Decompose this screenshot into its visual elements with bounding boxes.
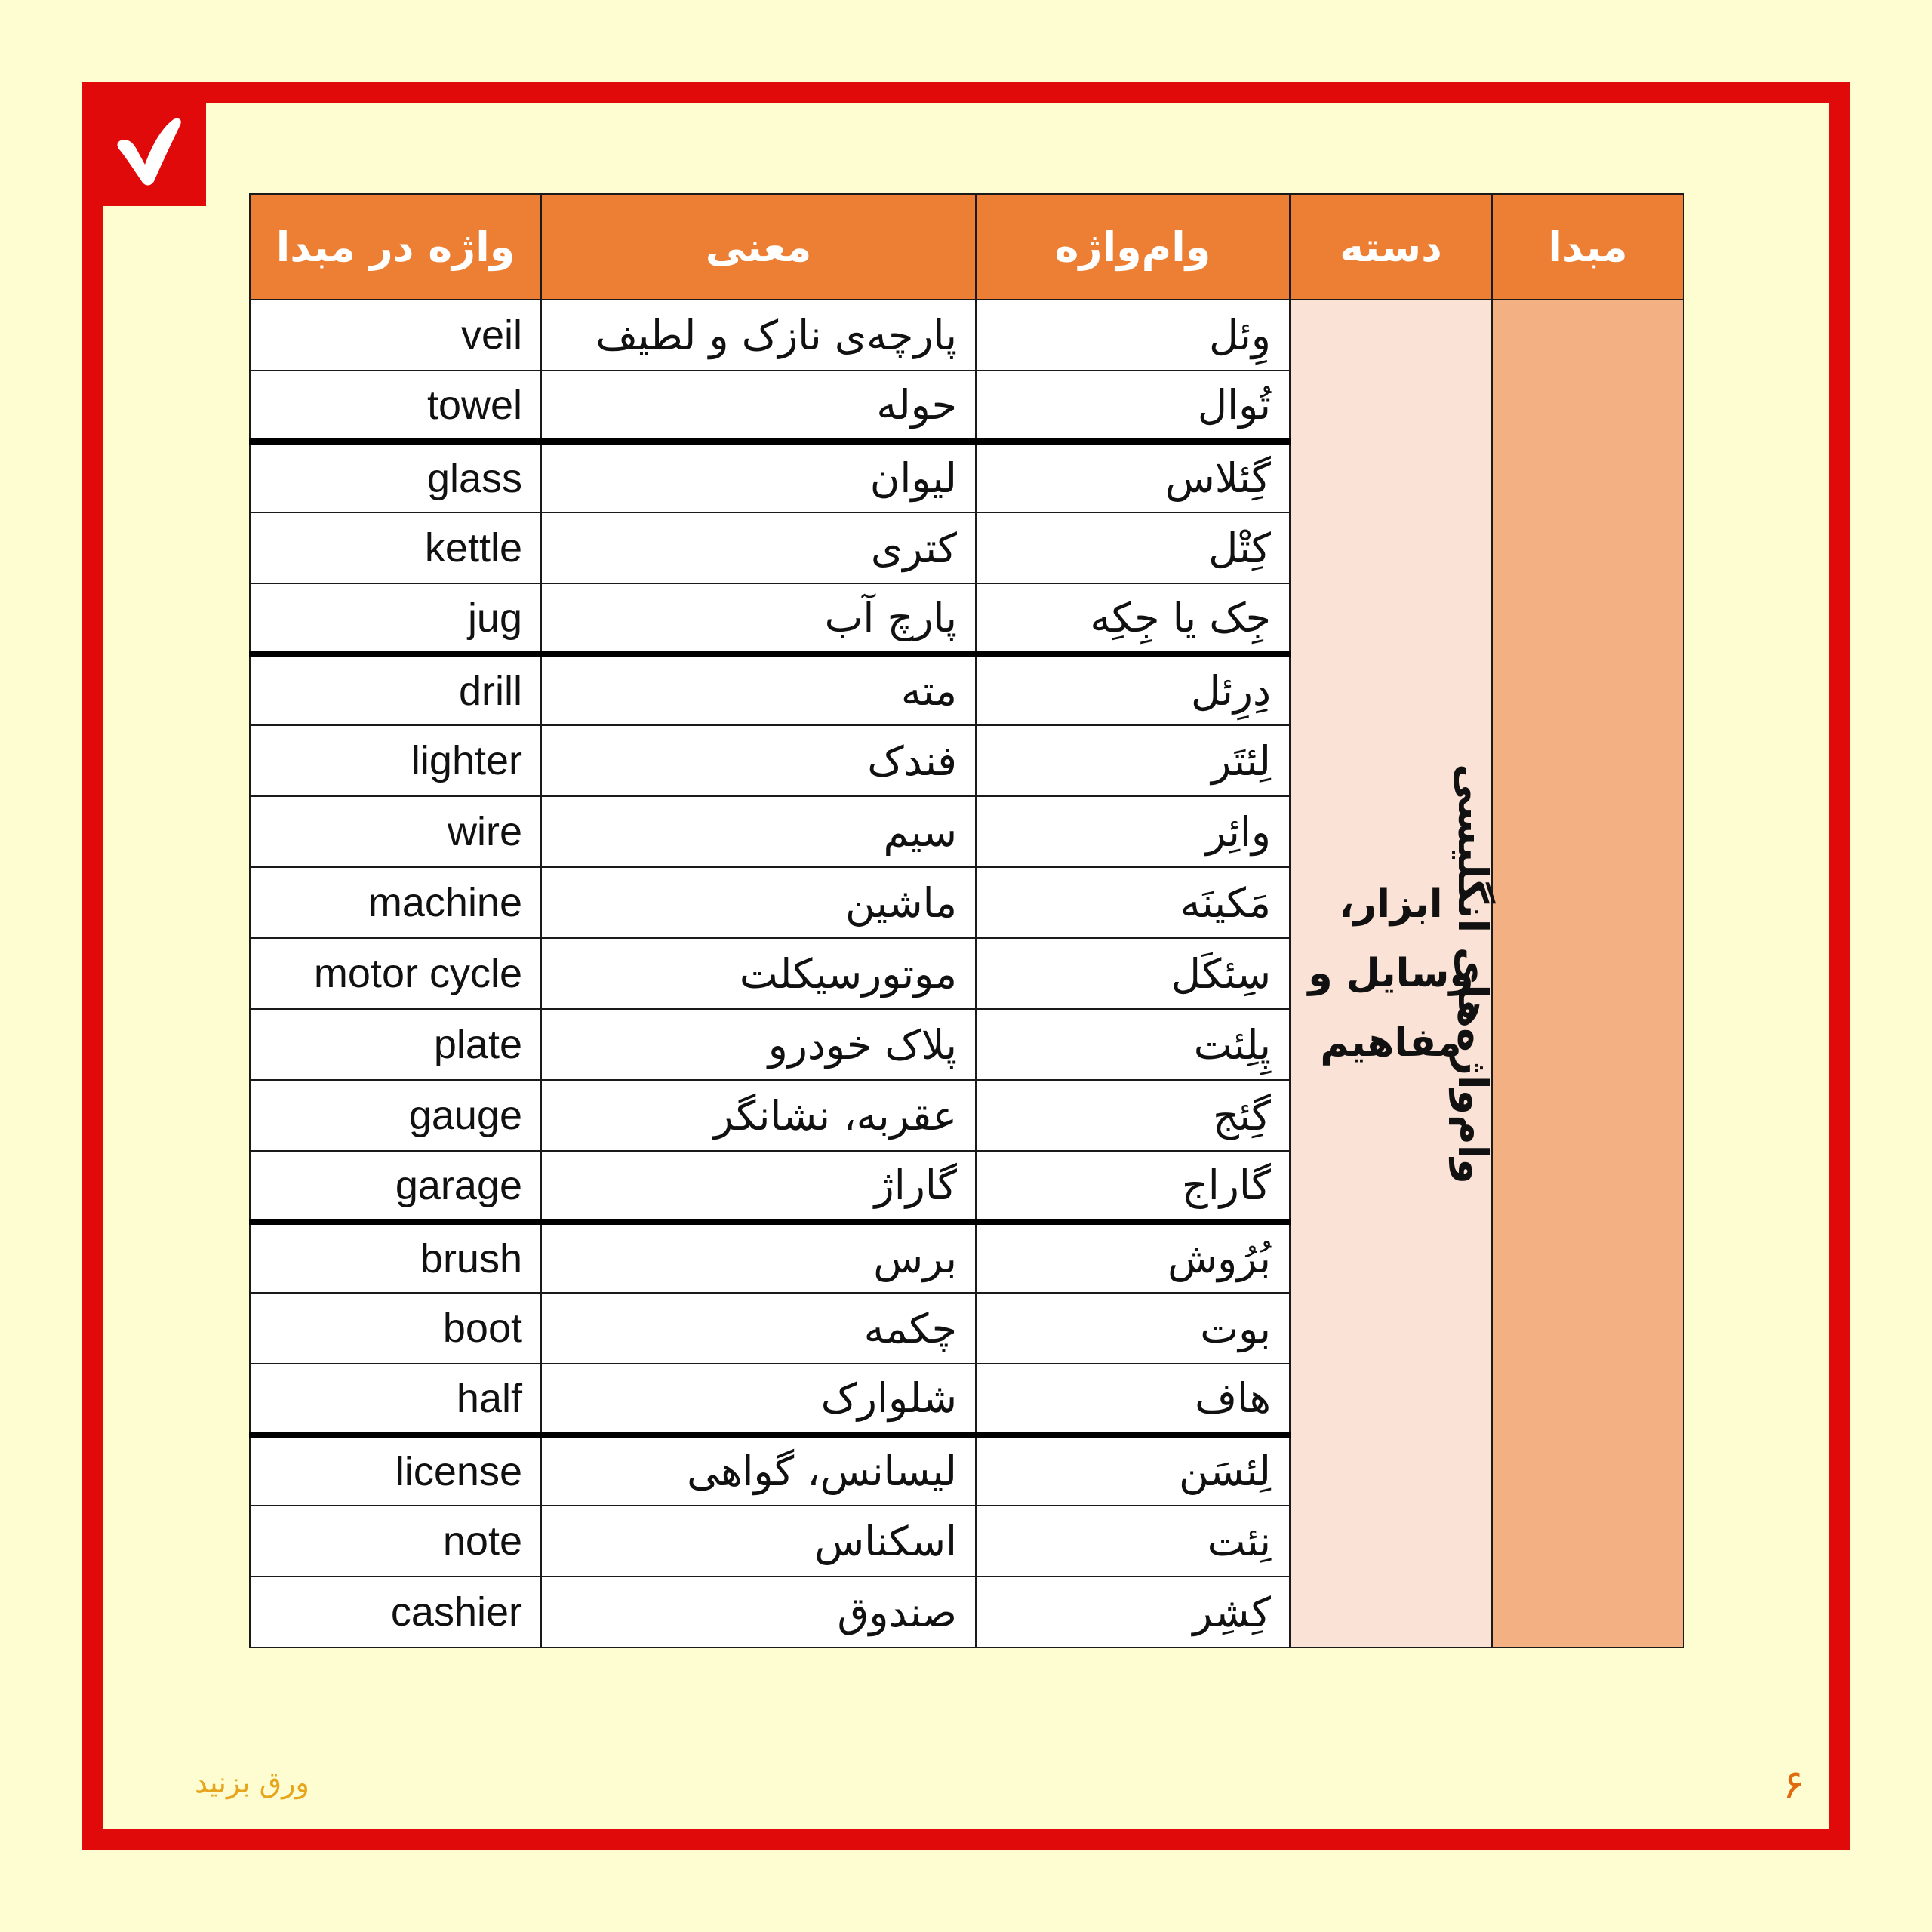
meaning-cell: لیوان [541, 441, 976, 512]
original-word-cell: boot [250, 1293, 541, 1364]
table-row [250, 300, 1684, 371]
header-category: دسته [1290, 194, 1492, 300]
source-label: وام‌واژه‌های انگلیسی [1449, 763, 1497, 1184]
meaning-cell: موتورسیکلت [541, 938, 976, 1009]
original-word-cell: jug [250, 583, 541, 654]
original-word-cell: towel [250, 371, 541, 441]
header-source: مبدا [1492, 194, 1684, 300]
loanword-cell: کِشِر [976, 1577, 1290, 1647]
meaning-cell: کتری [541, 512, 976, 583]
original-word-cell: wire [250, 796, 541, 867]
loanword-cell: پِلِئت [976, 1009, 1290, 1080]
table-header-row [250, 194, 1684, 300]
original-word-cell: cashier [250, 1577, 541, 1647]
meaning-cell: عقربه، نشانگر [541, 1080, 976, 1151]
meaning-cell: سیم [541, 796, 976, 867]
category-line: وسایل و [1308, 951, 1474, 996]
vocabulary-table [249, 193, 1684, 1648]
loanword-cell: وائِر [976, 796, 1290, 867]
meaning-cell: ماشین [541, 867, 976, 938]
category-line: ابزار، [1339, 881, 1443, 927]
loanword-cell: گِئلاس [976, 441, 1290, 512]
loanword-cell: گاراج [976, 1151, 1290, 1222]
loanword-cell: مَکینَه [976, 867, 1290, 938]
original-word-cell: drill [250, 654, 541, 725]
original-word-cell: garage [250, 1151, 541, 1222]
loanword-cell: بُرُوش [976, 1222, 1290, 1293]
meaning-cell: چکمه [541, 1293, 976, 1364]
original-word-cell: note [250, 1506, 541, 1577]
header-meaning: معنی [541, 194, 976, 300]
meaning-cell: مته [541, 654, 976, 725]
loanword-cell: لِئتَر [976, 725, 1290, 796]
original-word-cell: glass [250, 441, 541, 512]
original-word-cell: machine [250, 867, 541, 938]
original-word-cell: plate [250, 1009, 541, 1080]
meaning-cell: برس [541, 1222, 976, 1293]
logo [82, 82, 206, 206]
loanword-cell: دِرِئل [976, 654, 1290, 725]
meaning-cell: صندوق [541, 1577, 976, 1647]
meaning-cell: گاراژ [541, 1151, 976, 1222]
original-word-cell: lighter [250, 725, 541, 796]
loanword-cell: کِتْل [976, 512, 1290, 583]
original-word-cell: motor cycle [250, 938, 541, 1009]
loanword-cell: هاف [976, 1364, 1290, 1435]
page-number: ۶ [1783, 1761, 1805, 1808]
meaning-cell: پلاک خودرو [541, 1009, 976, 1080]
original-word-cell: brush [250, 1222, 541, 1293]
loanword-cell: گِئج [976, 1080, 1290, 1151]
original-word-cell: veil [250, 300, 541, 371]
loanword-cell: جِک یا جِکِه [976, 583, 1290, 654]
meaning-cell: فندک [541, 725, 976, 796]
original-word-cell: license [250, 1435, 541, 1506]
meaning-cell: اسکناس [541, 1506, 976, 1577]
meaning-cell: شلوارک [541, 1364, 976, 1435]
loanword-cell: تُوال [976, 371, 1290, 441]
loanword-cell: بوت [976, 1293, 1290, 1364]
loanword-cell: سِئکَل [976, 938, 1290, 1009]
original-word-cell: kettle [250, 512, 541, 583]
original-word-cell: half [250, 1364, 541, 1435]
loanword-cell: وِئل [976, 300, 1290, 371]
source-cell [1449, 300, 1684, 1647]
meaning-cell: حوله [541, 371, 976, 441]
meaning-cell: پارچ آب [541, 583, 976, 654]
original-word-cell: gauge [250, 1080, 541, 1151]
turn-page-link[interactable]: ورق بزنید [195, 1766, 309, 1799]
category-line: مفاهیم [1320, 1020, 1462, 1066]
loanword-cell: لِئسَن [976, 1435, 1290, 1506]
meaning-cell: لیسانس، گواهی [541, 1435, 976, 1506]
checkmark-logo-icon [82, 82, 206, 206]
loanword-cell: نِئت [976, 1506, 1290, 1577]
meaning-cell: پارچه‌ی نازک و لطیف [541, 300, 976, 371]
header-original-word: واژه در مبدا [250, 194, 541, 300]
header-loanword: وام‌واژه [976, 194, 1290, 300]
